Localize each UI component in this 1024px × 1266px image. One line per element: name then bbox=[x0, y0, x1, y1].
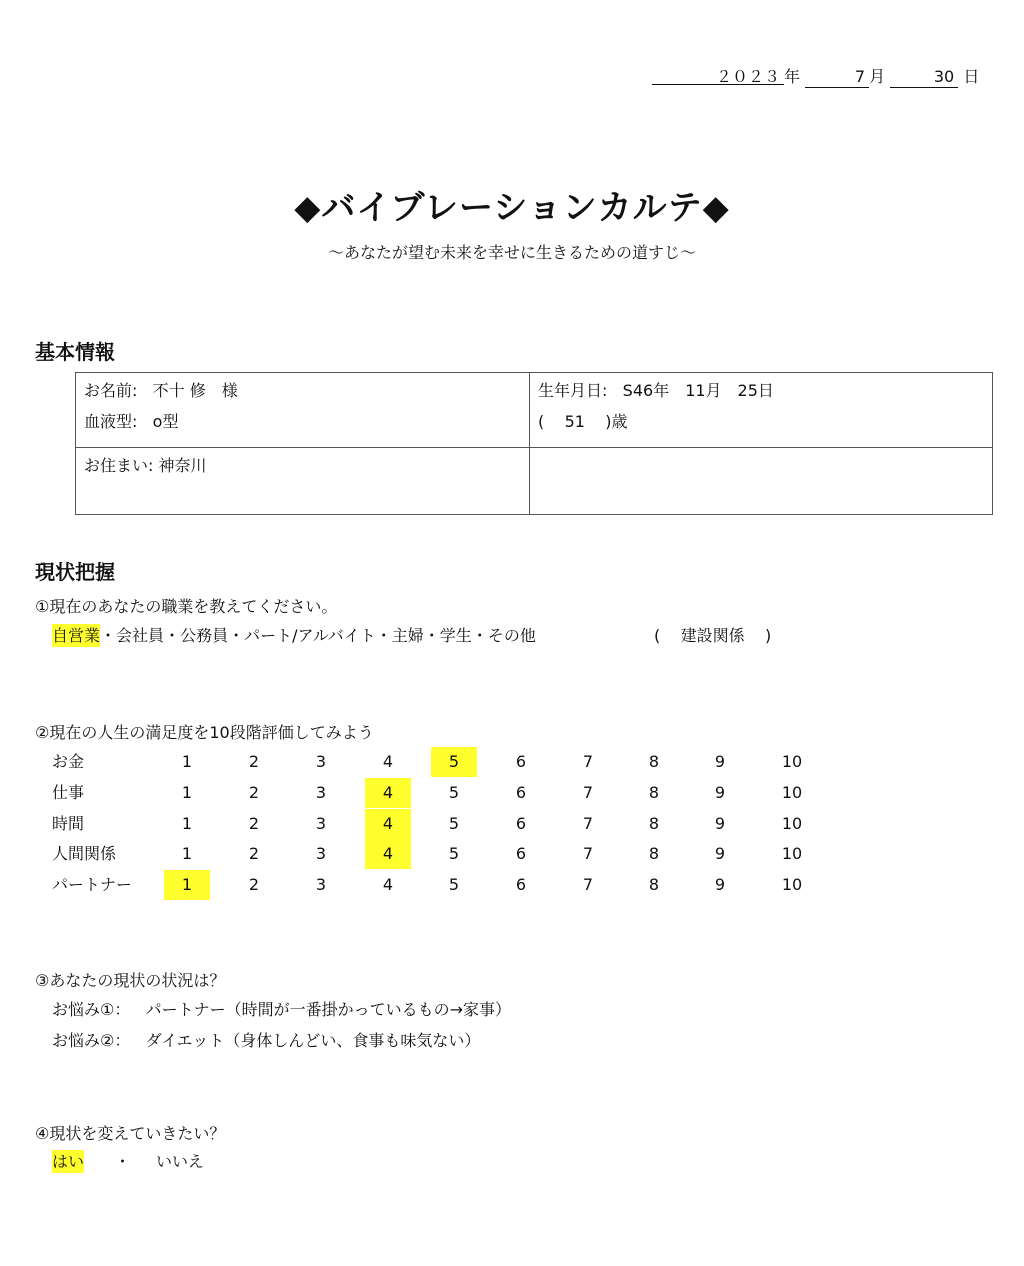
blood-row bbox=[84, 410, 521, 441]
rating-row-label: 時間 bbox=[52, 814, 85, 833]
q1-option-7: その他 bbox=[487, 626, 536, 645]
rating-row-label: パートナー bbox=[52, 875, 133, 894]
rating-row-label: 人間関係 bbox=[52, 844, 117, 863]
rating-cell: 1 bbox=[181, 752, 193, 771]
rating-cell: 8 bbox=[648, 752, 660, 771]
q3-item-text: パートナー（時間が一番掛かっているもの→家事） bbox=[145, 1000, 512, 1019]
q1-option-1: 自営業 bbox=[52, 626, 101, 645]
name-value: 不十 修 様 bbox=[152, 381, 238, 400]
separator: ・ bbox=[423, 626, 440, 645]
page-subtitle: 〜あなたが望む未来を幸せに生きるための道すじ〜 bbox=[327, 243, 696, 262]
rating-cell: 3 bbox=[315, 752, 327, 771]
basic-info-table bbox=[75, 372, 993, 515]
rating-cell: 3 bbox=[315, 783, 327, 802]
name-blood-cell bbox=[76, 373, 530, 448]
q1-other-open: ( bbox=[654, 626, 661, 645]
rating-cell: 5 bbox=[448, 875, 460, 894]
rating-cell: 10 bbox=[781, 875, 803, 894]
age-row bbox=[538, 410, 984, 441]
separator: ・ bbox=[471, 626, 488, 645]
separator: ・ bbox=[375, 626, 392, 645]
rating-cell: 8 bbox=[648, 783, 660, 802]
rating-cell: 6 bbox=[515, 752, 527, 771]
birth-row bbox=[538, 379, 984, 410]
q4-options bbox=[52, 1148, 204, 1176]
rating-cell: 4 bbox=[382, 752, 394, 771]
age-open: ( bbox=[538, 412, 545, 431]
rating-cell: 7 bbox=[582, 814, 594, 833]
date-day-unit: 日 bbox=[963, 67, 980, 86]
address-value: 神奈川 bbox=[158, 456, 207, 475]
rating-cell: 7 bbox=[582, 875, 594, 894]
rating-cell: 8 bbox=[648, 875, 660, 894]
q3-item-1 bbox=[52, 997, 511, 1020]
q1-option-5: 主婦 bbox=[391, 626, 424, 645]
rating-selected-cell: 5 bbox=[431, 747, 477, 777]
rating-cell: 2 bbox=[248, 752, 260, 771]
address-cell bbox=[76, 448, 530, 515]
rating-cell: 7 bbox=[582, 844, 594, 863]
rating-selected-cell: 4 bbox=[365, 809, 411, 839]
q1-other-value: 建設関係 bbox=[680, 626, 745, 645]
blood-value: o型 bbox=[152, 412, 179, 431]
rating-cell: 9 bbox=[714, 814, 726, 833]
q3-item-2 bbox=[52, 1028, 480, 1051]
rating-cell: 8 bbox=[648, 844, 660, 863]
page-title: ◆バイブレーションカルテ◆ bbox=[294, 188, 730, 228]
rating-cell: 1 bbox=[181, 844, 193, 863]
date-month: 7 bbox=[805, 67, 869, 88]
rating-cell: 2 bbox=[248, 875, 260, 894]
rating-cell: 10 bbox=[781, 814, 803, 833]
address-label: お住まい: bbox=[84, 456, 154, 475]
q4-question: ④現状を変えていきたい？ bbox=[35, 1124, 226, 1143]
rating-cell: 5 bbox=[448, 844, 460, 863]
rating-cell: 10 bbox=[781, 752, 803, 771]
rating-cell: 4 bbox=[382, 875, 394, 894]
q1-option-6: 学生 bbox=[439, 626, 472, 645]
age-close: )歳 bbox=[605, 412, 628, 431]
date-month-unit: 月 bbox=[869, 67, 886, 86]
rating-selected-cell: 1 bbox=[164, 870, 210, 900]
rating-cell: 3 bbox=[315, 814, 327, 833]
rating-cell: 7 bbox=[582, 752, 594, 771]
q3-item-text: ダイエット（身体しんどい、食事も味気ない） bbox=[145, 1031, 481, 1050]
rating-cell: 6 bbox=[515, 783, 527, 802]
rating-cell: 9 bbox=[714, 844, 726, 863]
status-heading: 現状把握 bbox=[35, 560, 115, 584]
rating-cell: 1 bbox=[181, 783, 193, 802]
rating-cell: 7 bbox=[582, 783, 594, 802]
rating-cell: 2 bbox=[248, 783, 260, 802]
rating-cell: 10 bbox=[781, 783, 803, 802]
date-year: ２０２３ bbox=[652, 64, 784, 85]
rating-cell: 3 bbox=[315, 844, 327, 863]
separator: ・ bbox=[228, 626, 245, 645]
birth-age-cell bbox=[530, 373, 993, 448]
q1-other bbox=[654, 622, 771, 650]
basic-info-heading: 基本情報 bbox=[35, 340, 115, 364]
q2-question: ②現在の人生の満足度を10段階評価してみよう bbox=[35, 723, 374, 742]
rating-cell: 2 bbox=[248, 814, 260, 833]
q1-question: ①現在のあなたの職業を教えてください。 bbox=[35, 597, 338, 616]
address-row bbox=[84, 454, 521, 485]
date-year-unit: 年 bbox=[784, 67, 801, 86]
date-line bbox=[652, 64, 979, 88]
blood-label: 血液型: bbox=[84, 412, 138, 431]
rating-cell: 8 bbox=[648, 814, 660, 833]
rating-row-label: お金 bbox=[52, 752, 85, 771]
rating-cell: 9 bbox=[714, 783, 726, 802]
q4-separator: ・ bbox=[114, 1152, 131, 1171]
birth-label: 生年月日: bbox=[538, 381, 608, 400]
separator: ・ bbox=[164, 626, 181, 645]
rating-cell: 6 bbox=[515, 844, 527, 863]
rating-cell: 6 bbox=[515, 814, 527, 833]
name-row bbox=[84, 379, 521, 410]
q3-question: ③あなたの現状の状況は？ bbox=[35, 971, 226, 990]
q1-option-3: 公務員 bbox=[180, 626, 229, 645]
name-label: お名前: bbox=[84, 381, 138, 400]
q4-no: いいえ bbox=[155, 1152, 204, 1171]
date-day: 30 bbox=[890, 67, 958, 88]
rating-row-label: 仕事 bbox=[52, 783, 85, 802]
rating-cell: 9 bbox=[714, 752, 726, 771]
rating-cell: 5 bbox=[448, 814, 460, 833]
q1-option-4: パート/アルバイト bbox=[244, 626, 376, 645]
q3-item-label: お悩み②： bbox=[52, 1031, 131, 1050]
rating-selected-cell: 4 bbox=[365, 839, 411, 869]
rating-cell: 3 bbox=[315, 875, 327, 894]
rating-cell: 10 bbox=[781, 844, 803, 863]
empty-cell bbox=[530, 448, 993, 515]
rating-cell: 1 bbox=[181, 814, 193, 833]
q3-item-label: お悩み①： bbox=[52, 1000, 131, 1019]
rating-selected-cell: 4 bbox=[365, 778, 411, 808]
q1-other-close: ) bbox=[764, 626, 772, 645]
birth-value: S46年 11月 25日 bbox=[622, 381, 774, 400]
rating-cell: 2 bbox=[248, 844, 260, 863]
rating-cell: 9 bbox=[714, 875, 726, 894]
rating-cell: 5 bbox=[448, 783, 460, 802]
age-value: 51 bbox=[564, 412, 585, 431]
q1-option-2: 会社員 bbox=[116, 626, 165, 645]
q1-options bbox=[52, 622, 536, 650]
q4-yes: はい bbox=[52, 1152, 85, 1171]
rating-cell: 6 bbox=[515, 875, 527, 894]
separator: ・ bbox=[100, 626, 117, 645]
